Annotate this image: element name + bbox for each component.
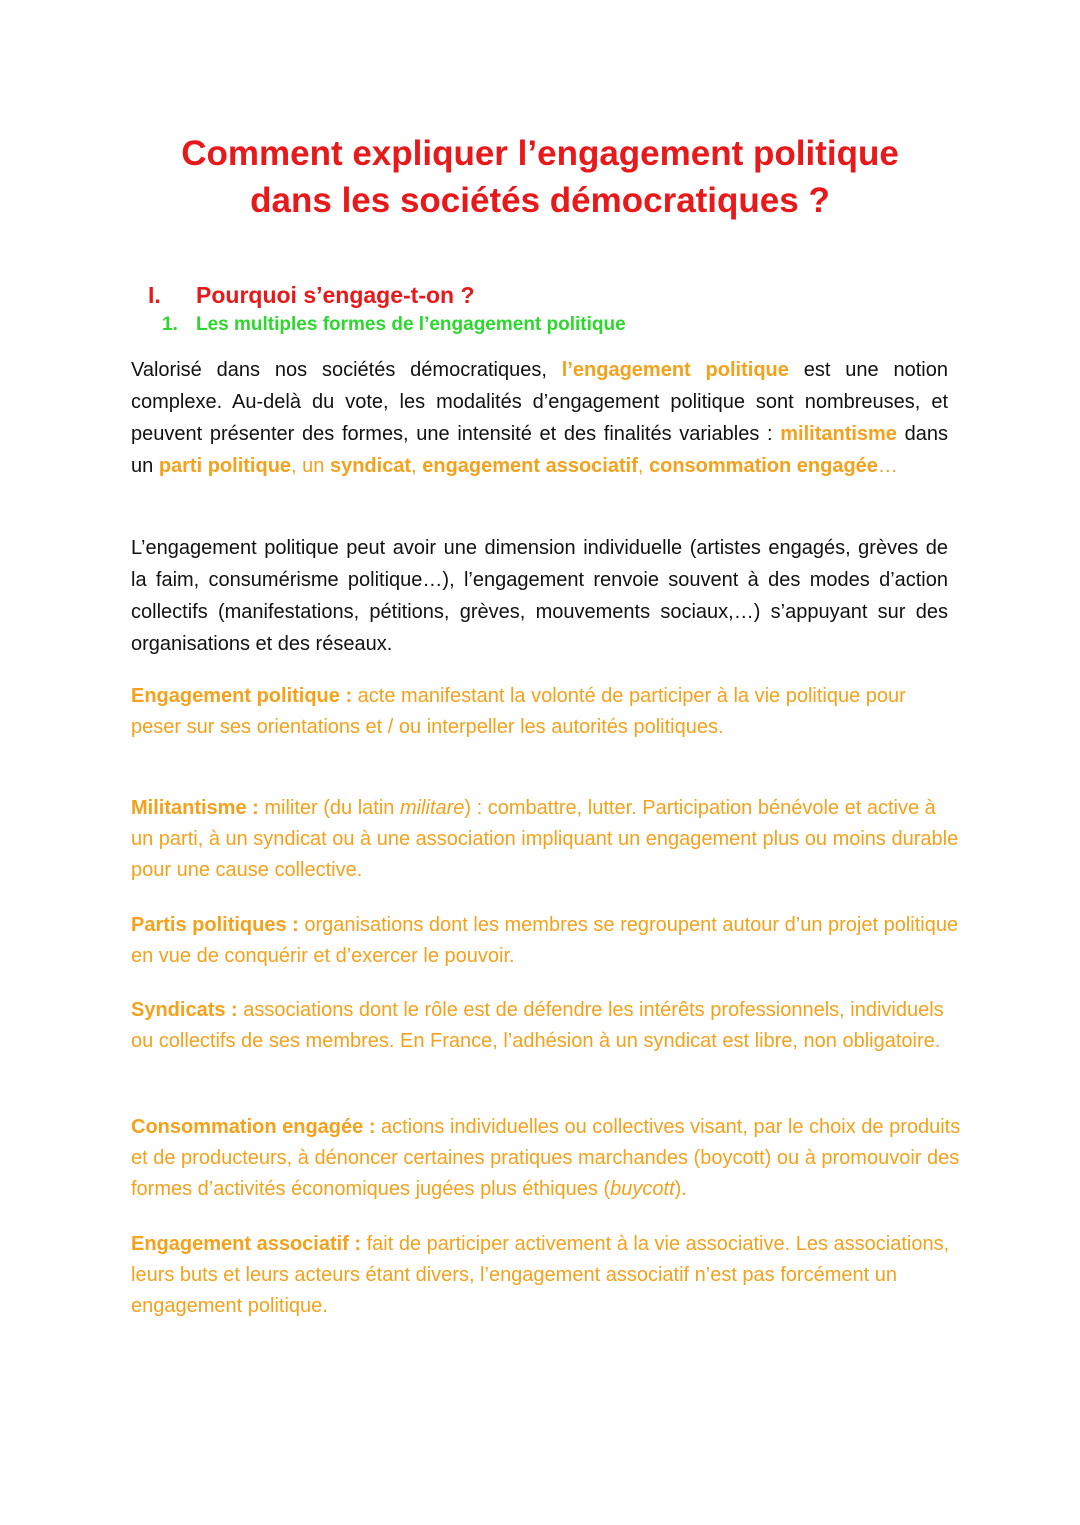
definition-text: associations dont le rôle est de défendre les intérêts professionnels, individuels ou collectifs de ses membres. En France, l’adhésion à un syndicat est libre, non obligatoire.: [131, 999, 944, 1052]
definition-italic: buycott: [610, 1178, 675, 1200]
section-label: Pourquoi s’engage-t-on ?: [196, 282, 475, 308]
definition-term: Consommation engagée :: [131, 1116, 376, 1138]
text-run: , un: [291, 455, 330, 477]
definition-consommation-engagee: [131, 1112, 961, 1205]
definition-syndicats: [131, 995, 961, 1057]
highlight-term: parti politique: [158, 455, 292, 477]
definition-text: actions individuelles ou collectives visant, par le choix de produits et de producteurs, à dénoncer certaines pratiques marchandes (boycott) ou à promouvoir des formes d’activités économiques jugées plus éthiques (: [131, 1116, 961, 1200]
highlight-term: engagement associatif: [422, 455, 638, 477]
definition-engagement-associatif: [131, 1229, 961, 1322]
definition-partis-politiques: [131, 910, 961, 972]
definition-text: fait de participer activement à la vie associative. Les associations, leurs buts et leurs acteurs étant divers, l’engagement associatif n’est pas forcément un engagement politique.: [131, 1233, 950, 1317]
subsection-label: Les multiples formes de l’engagement politique: [196, 314, 626, 335]
definition-militantisme: [131, 793, 961, 886]
text-run: ,: [411, 455, 423, 477]
definition-engagement-politique: [131, 681, 961, 743]
text-run: est une notion complexe. Au-delà du vote, les modalités d’engagement politique sont nombreuses, et peuvent présenter des formes, une intensité et des finalités variables :: [131, 359, 948, 445]
text-run: ,: [637, 455, 649, 477]
subsection-number: 1.: [162, 314, 178, 335]
section-heading: [148, 280, 475, 310]
definition-term: Syndicats :: [131, 999, 238, 1021]
title-line-2: dans les sociétés démocratiques ?: [250, 181, 830, 220]
highlight-term: syndicat: [329, 455, 412, 477]
page-title: [0, 130, 1080, 224]
definition-italic: militare: [399, 797, 465, 819]
text-run: …: [877, 455, 898, 477]
section-number: I.: [148, 282, 161, 308]
highlight-term: militantisme: [780, 423, 897, 445]
definition-text: ).: [674, 1178, 687, 1200]
definition-term: Partis politiques :: [131, 914, 299, 936]
intro-paragraph: [131, 354, 948, 482]
highlight-term: consommation engagée: [648, 455, 878, 477]
text-run: dans un: [131, 423, 948, 477]
definition-term: Militantisme :: [131, 797, 259, 819]
title-line-1: Comment expliquer l’engagement politique: [181, 134, 899, 173]
text-run: Valorisé dans nos sociétés démocratiques,: [131, 359, 562, 381]
definition-text: ) : combattre, lutter. Participation bénévole et active à un parti, à un syndicat ou à une association impliquant un engagement plus ou moins durable pour une cause collective.: [131, 797, 959, 881]
definition-text: militer (du latin: [258, 797, 400, 819]
highlight-term: l’engagement politique: [561, 359, 789, 381]
definition-text: organisations dont les membres se regroupent autour d’un projet politique en vue de conquérir et d’exercer le pouvoir.: [131, 914, 959, 967]
body-paragraph: L’engagement politique peut avoir une dimension individuelle (artistes engagés, grèves de la faim, consumérisme politique…), l’engagement renvoie souvent à des modes d’action collectifs (manifestations, pétitions, grèves, mouvements sociaux,…) s’appuyant sur des organisations et des réseaux.: [131, 537, 948, 655]
subsection-heading: [162, 312, 626, 338]
definition-text: acte manifestant la volonté de participer à la vie politique pour peser sur ses orientations et / ou interpeller les autorités politiques.: [131, 685, 906, 738]
definition-term: Engagement politique :: [131, 685, 353, 707]
definition-term: Engagement associatif :: [131, 1233, 362, 1255]
